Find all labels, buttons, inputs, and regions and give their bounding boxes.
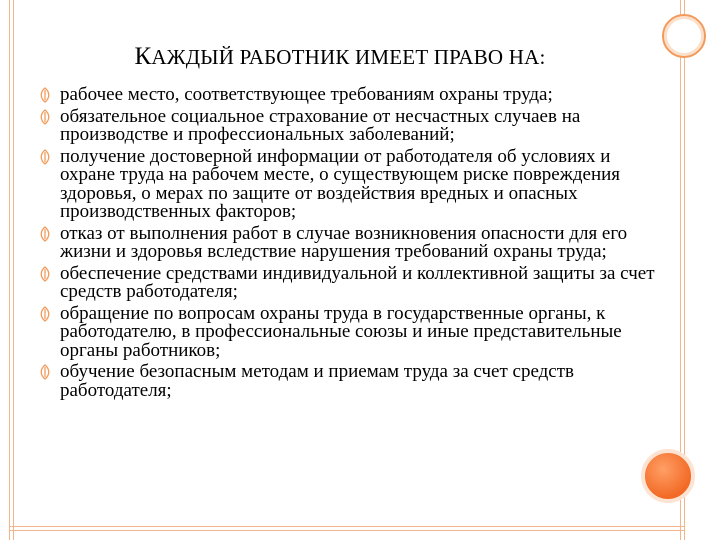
bullet-text: получение достоверной информации от работодателя об условиях и охране труда на рабочем месте, о существующем риске повреждения здоровья, о мерах по защите от воздействия вредных и опасных производственных факторов;: [60, 145, 621, 222]
bullet-item: [38, 363, 658, 400]
bullet-item: [38, 302, 658, 361]
leaf-bullet-icon: [38, 87, 52, 103]
slide-title: [0, 43, 680, 71]
leaf-bullet-icon: [38, 226, 52, 242]
bullet-text: обязательное социальное страхование от несчастных случаев на производстве и профессиональных заболеваний;: [60, 105, 581, 145]
frame-line-bottom-outer: [9, 530, 685, 531]
bullet-text: отказ от выполнения работ в случае возникновения опасности для его жизни и здоровья вследствие нарушения требований охраны труда;: [60, 222, 628, 262]
frame-line-bottom-inner: [9, 526, 685, 527]
bullet-text: рабочее место, соответствующее требованиям охраны труда;: [60, 84, 553, 105]
leaf-bullet-icon: [38, 306, 52, 322]
leaf-bullet-icon: [38, 266, 52, 282]
leaf-bullet-icon: [38, 149, 52, 165]
decorative-circle-bottom: [641, 449, 695, 503]
frame-line-left-inner: [13, 0, 14, 540]
bullet-text: обращение по вопросам охраны труда в государственные органы, к работодателю, в профессиональные союзы и иные представительные органы работников;: [60, 302, 622, 361]
bullet-item: [38, 222, 658, 262]
bullet-item: [38, 105, 658, 145]
leaf-bullet-icon: [38, 364, 52, 380]
bullet-text: обеспечение средствами индивидуальной и коллективной защиты за счет средств работодателя;: [60, 262, 655, 302]
leaf-bullet-icon: [38, 109, 52, 125]
bullet-item: [38, 262, 658, 302]
frame-line-left-outer: [9, 0, 10, 540]
title-first-letter: К: [134, 43, 152, 70]
bullet-item: [38, 86, 658, 105]
bullet-text: обучение безопасным методам и приемам труда за счет средств работодателя;: [60, 361, 575, 401]
title-text: АЖДЫЙ РАБОТНИК ИМЕЕТ ПРАВО НА:: [151, 45, 546, 69]
bullet-list: [38, 86, 658, 403]
bullet-item: [38, 145, 658, 222]
